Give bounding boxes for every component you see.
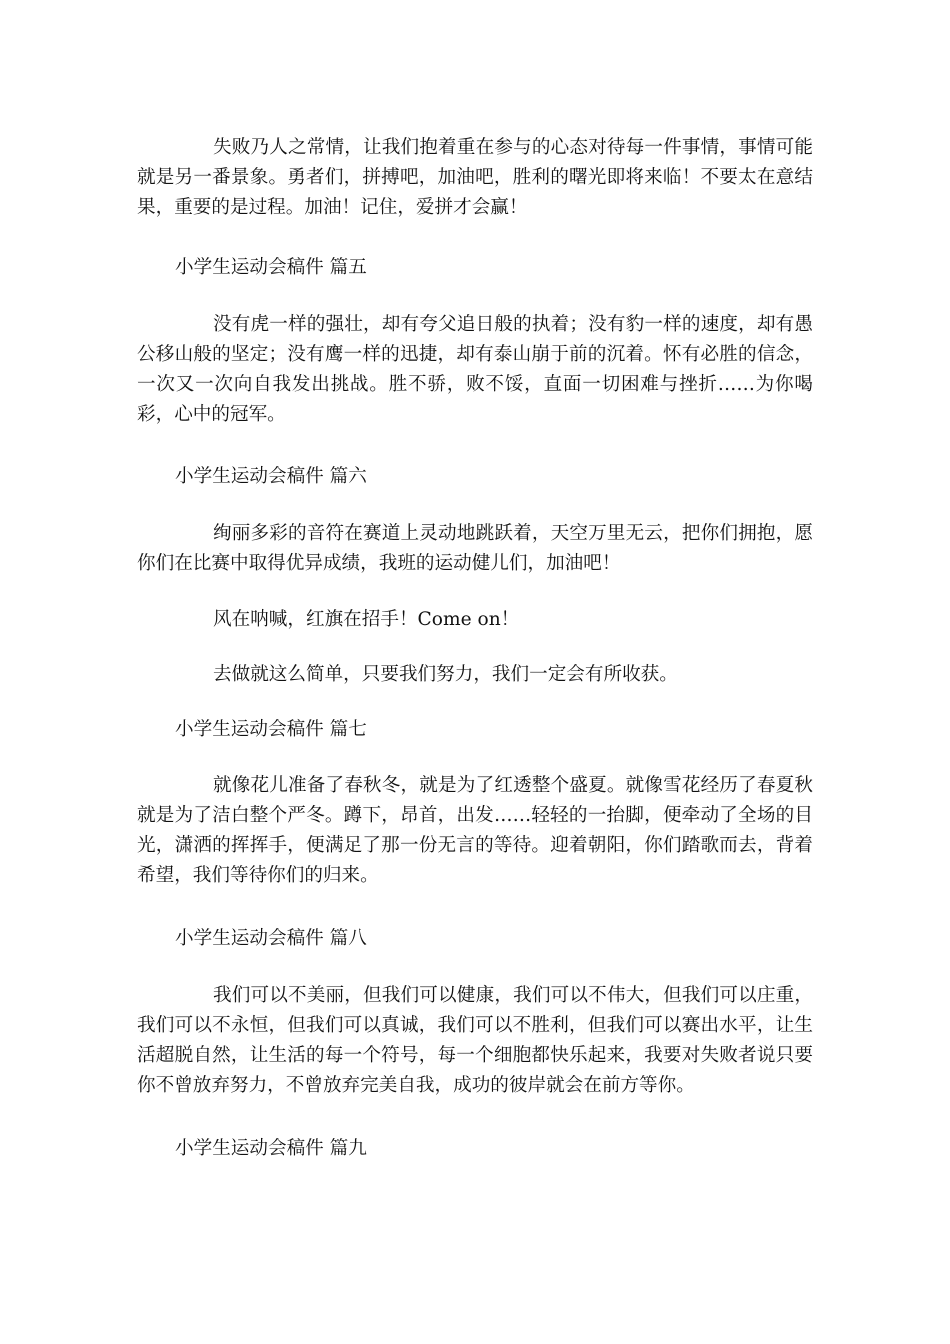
heading-part-8: 小学生运动会稿件 篇八	[175, 928, 367, 949]
paragraph-failure: 失败乃人之常情，让我们抱着重在参与的心态对待每一件事情，事情可能就是另一番景象。勇者们，拼搏吧，加油吧，胜利的曙光即将来临！不要太在意结果，重要的是过程。加油！记住，爱拼才会赢！	[137, 137, 813, 218]
heading-part-6: 小学生运动会稿件 篇六	[175, 466, 367, 487]
heading-part-7: 小学生运动会稿件 篇七	[175, 719, 367, 740]
paragraph-part-8: 我们可以不美丽，但我们可以健康，我们可以不伟大，但我们可以庄重，我们可以不永恒，但我们可以真诚，我们可以不胜利，但我们可以赛出水平，让生活超脱自然，让生活的每一个符号，每一个细胞都快乐起来，我要对失败者说只要你不曾放弃努力，不曾放弃完美自我，成功的彼岸就会在前方等你。	[137, 985, 813, 1096]
paragraph-come-on: 风在呐喊，红旗在招手！Come on！	[213, 609, 520, 630]
paragraph-part-7: 就像花儿准备了春秋冬，就是为了红透整个盛夏。就像雪花经历了春夏秋就是为了洁白整个严冬。蹲下，昂首，出发……轻轻的一抬脚，便牵动了全场的目光，潇洒的挥挥手，便满足了那一份无言的等待。迎着朝阳，你们踏歌而去，背着希望，我们等待你们的归来。	[137, 775, 813, 886]
heading-part-5: 小学生运动会稿件 篇五	[175, 257, 367, 278]
heading-part-9: 小学生运动会稿件 篇九	[175, 1138, 367, 1159]
paragraph-part-6: 绚丽多彩的音符在赛道上灵动地跳跃着，天空万里无云，把你们拥抱，愿你们在比赛中取得优异成绩，我班的运动健儿们，加油吧！	[137, 523, 813, 574]
paragraph-simple: 去做就这么简单，只要我们努力，我们一定会有所收获。	[213, 664, 678, 685]
paragraph-part-5: 没有虎一样的强壮，却有夸父追日般的执着；没有豹一样的速度，却有愚公移山般的坚定；没有鹰一样的迅捷，却有泰山崩于前的沉着。怀有必胜的信念，一次又一次向自我发出挑战。胜不骄，败不馁，直面一切困难与挫折……为你喝彩，心中的冠军。	[137, 314, 813, 425]
